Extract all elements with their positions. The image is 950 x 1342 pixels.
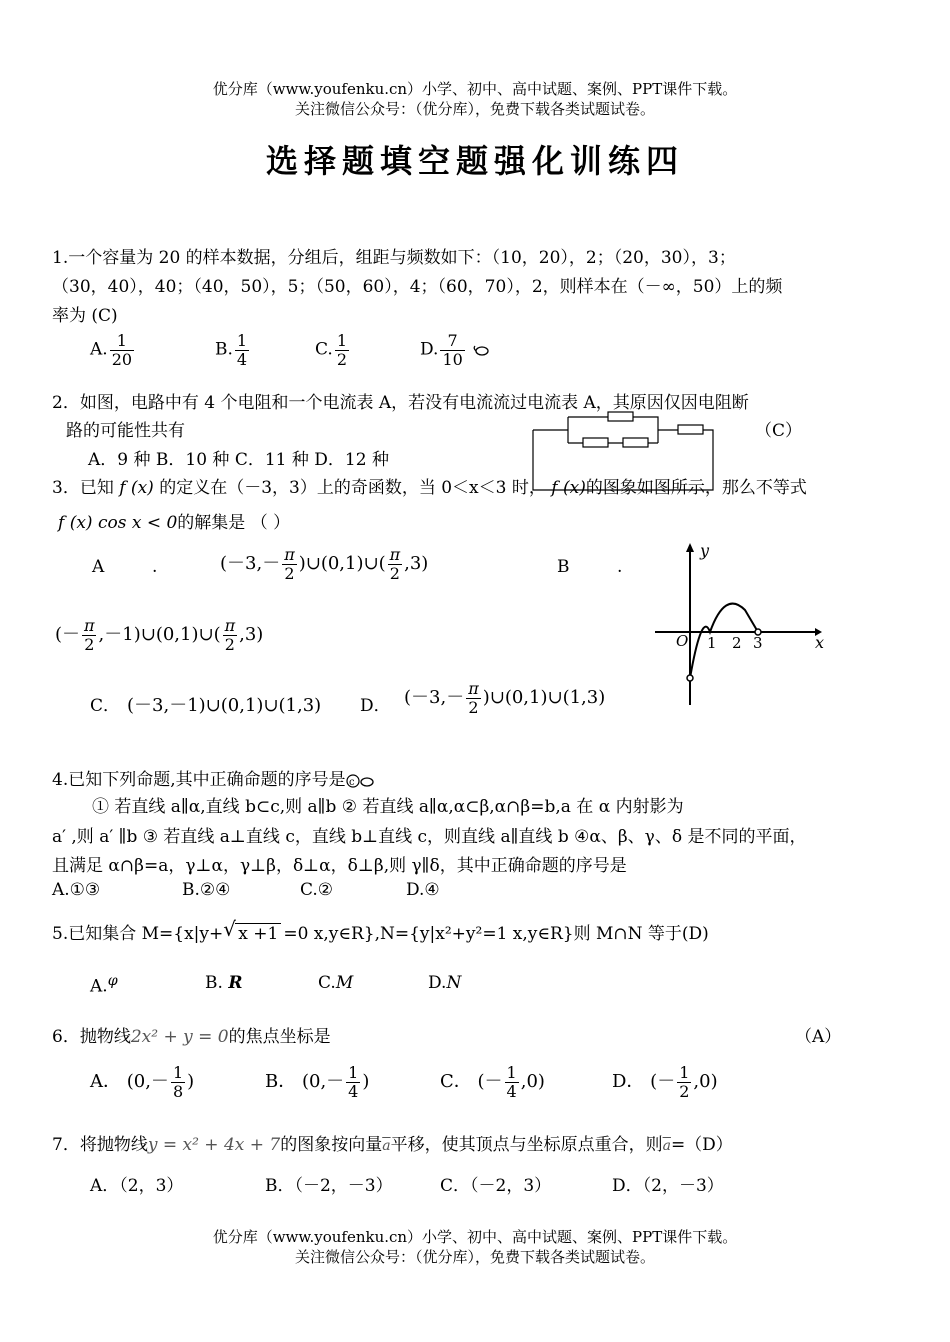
q2-line-1: 2．如图，电路中有 4 个电阻和一个电流表 A，若没有电流流过电流表 A，其原因仅因电阻断 (52, 393, 749, 413)
q6-option-c: C． (－ $\frac{1}{4}$ ,0) (440, 1063, 545, 1101)
q3-option-b-dot: . (617, 557, 623, 577)
q5-option-d: D.N (428, 973, 462, 993)
q4-option-c: C.② (300, 880, 334, 900)
q7-option-b: B．（－2，－3） (265, 1176, 393, 1196)
q1-option-b: B. $\frac{1}{4}$ (215, 331, 248, 369)
q6-option-d: D． (－ $\frac{1}{2}$ ,0) (612, 1063, 718, 1101)
q3-line-2: f (x) cos x < 0的解集是 （ ） (58, 513, 291, 533)
q3-option-c: (－3,－1)∪(0,1)∪(1,3) (127, 695, 322, 716)
q3-option-d: (－3,－ $\frac{\pi}{2}$ )∪(0,1)∪(1,3) (404, 679, 606, 717)
graph-tick-2: 2 (732, 634, 742, 652)
q4-option-b: B.②④ (182, 880, 231, 900)
footer-line-1: 优分库（www.youfenku.cn）小学、初中、高中试题、案例、PPT课件下载。 (212, 1228, 738, 1246)
q4-line-1: 4.已知下列命题,其中正确命题的序号是 c (52, 765, 376, 790)
q5-option-c: C.M (318, 973, 354, 993)
graph-tick-1: 1 (707, 634, 717, 652)
q3-option-a-dot: . (152, 557, 158, 577)
q1-line-2: （30，40），40；（40，50），5；（50，60），4；（60，70），2，则样本在（－∞，50）上的频 (52, 277, 783, 297)
header-line-1: 优分库（www.youfenku.cn）小学、初中、高中试题、案例、PPT课件下载。 (212, 80, 738, 98)
function-curve (690, 604, 758, 678)
q3-line-1: 3．已知 f (x) 的定义在（－3，3）上的奇函数，当 0＜x＜3 时， f (x)的图象如图所示，那么不等式 (52, 478, 807, 498)
q3-option-b: (－ $\frac{\pi}{2}$ ,－1)∪(0,1)∪( $\frac{\pi}{2}$ ,3) (55, 616, 264, 654)
q4-option-a: A.①③ (52, 880, 101, 900)
svg-text:c: c (348, 776, 355, 788)
q7-option-a: A．（2，3） (90, 1176, 184, 1196)
q1-line-1: 1.一个容量为 20 的样本数据，分组后，组距与频数如下：（10，20），2；（20，30），3； (52, 248, 736, 268)
footer-line-2: 关注微信公众号：（优分库），免费下载各类试题试卷。 (294, 1248, 655, 1266)
q6-option-a: A． (0,－ $\frac{1}{8}$ ) (90, 1063, 195, 1101)
endpoint-open-left (687, 675, 693, 681)
q3-option-b-label: B (557, 557, 570, 577)
q7-option-c: C．（－2，3） (440, 1176, 552, 1196)
q4-line-3: a′ ,则 a′ ∥b ③ 若直线 a⊥直线 c，直线 b⊥直线 c，则直线 a∥直线 b ④α、β、γ、δ 是不同的平面， (52, 827, 807, 847)
q1-line-3: 率为 (C) (52, 306, 118, 326)
q3-option-a: (－3,－ $\frac{\pi}{2}$ )∪(0,1)∪( $\frac{\pi}{2}$ ,3) (220, 545, 429, 583)
q4-line-2: ① 若直线 a∥α,直线 b⊂c,则 a∥b ② 若直线 a∥α,α⊂β,α∩β=b,a 在 α 内射影为 (92, 797, 684, 817)
q3-option-d-label: D． (360, 696, 391, 716)
header-line-2: 关注微信公众号：（优分库），免费下载各类试题试卷。 (294, 100, 655, 118)
q3-option-c-label: C． (90, 696, 121, 716)
q5-option-a: A.$^\varphi$ (90, 973, 118, 997)
copyright-mouse-icon (346, 774, 376, 788)
q7-option-d: D．（2，－3） (612, 1176, 724, 1196)
q2-line-2: 路的可能性共有 (66, 421, 185, 441)
q3-option-a-label: A (92, 557, 105, 577)
q1-option-c: C. $\frac{1}{2}$ (315, 331, 347, 369)
q6-option-b: B． (0,－ $\frac{1}{4}$ ) (265, 1063, 370, 1101)
q2-options: A．9 种 B．10 种 C．11 种 D．12 种 (88, 450, 389, 470)
graph-xlabel: x (815, 633, 825, 652)
function-graph (650, 540, 830, 710)
q6-answer: （A） (795, 1027, 842, 1047)
q7-line: 7．将抛物线y = x² + 4x + 7的图象按向量$\overline{a}$平移，使其顶点与坐标原点重合，则$\overline{a}=(D)$ (52, 1135, 733, 1155)
page-title: 选择题填空题强化训练四 (265, 142, 684, 180)
graph-tick-3: 3 (753, 634, 763, 652)
q1-option-a: A. $\frac{1}{20}$ (90, 331, 133, 369)
q4-option-d: D.④ (406, 880, 440, 900)
mouse-icon (472, 343, 490, 357)
graph-ylabel: y (700, 541, 710, 560)
q1-option-d: D. $\frac{7}{10}$ (420, 332, 490, 368)
q6-line: 6．抛物线2x² + y = 0的焦点坐标是 (52, 1027, 331, 1047)
q2-answer: （C） (755, 421, 803, 441)
graph-origin: O (676, 632, 689, 650)
q5-line: 5.已知集合 M={x|y+ √ x +1 =0 x,y∈R},N={y|x²+y²=1 x,y∈R}则 M∩N 等于(D) (52, 917, 709, 944)
q5-option-b: B. R (205, 973, 243, 993)
q4-line-4: 且满足 α∩β=a，γ⊥α，γ⊥β，δ⊥α，δ⊥β,则 γ∥δ，其中正确命题的序号是 (52, 856, 627, 876)
y-arrow (686, 543, 694, 552)
